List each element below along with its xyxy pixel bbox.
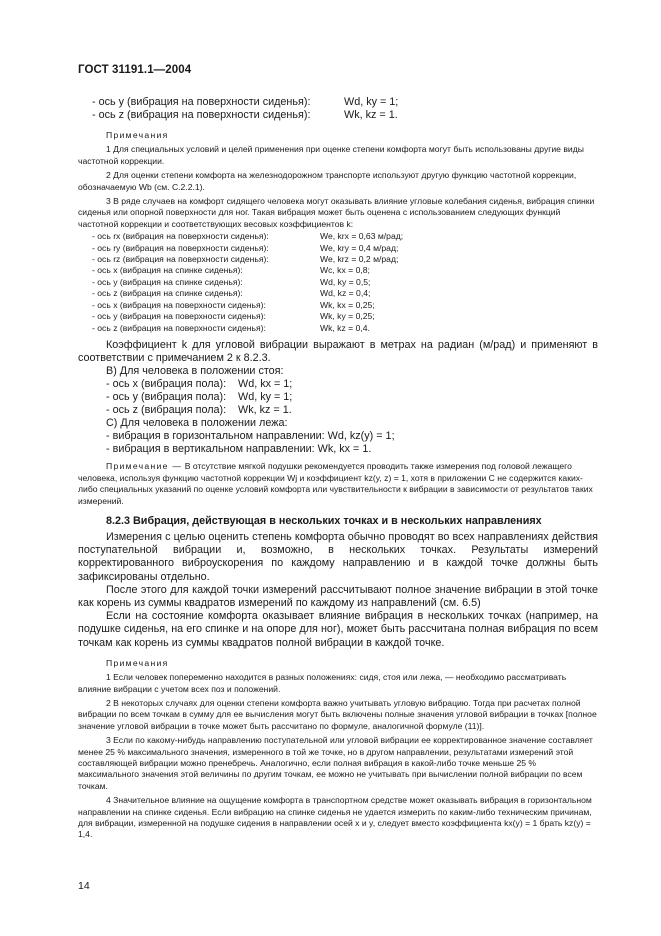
standing-block	[78, 365, 598, 417]
note-axis-line: - ось x (вибрация на спинке сиденья): Wc, kx = 0,8;	[92, 265, 370, 276]
page-content	[78, 64, 598, 841]
lying-title: C) Для человека в положении лежа:	[106, 417, 288, 430]
lying-line: - вибрация в горизонтальном направлении: Wd, kz(y) = 1;	[106, 430, 395, 443]
section-8-2-3	[78, 515, 598, 650]
top-axes-list	[78, 96, 598, 122]
standing-axis-line: - ось z (вибрация пола): Wk, kz = 1.	[106, 404, 292, 417]
note-axis-line: - ось y (вибрация на поверхности сиденья): Wk, ky = 0,25;	[92, 311, 375, 322]
note-text: 2 Для оценки степени комфорта на железнодорожном транспорте используют другую функцию частотной коррекции, обозначаемую Wb (см. С.2.2.1).	[78, 170, 577, 192]
note-axis-list	[78, 231, 598, 334]
note-text: 2 В некоторых случаях для оценки степени комфорта важно учитывать угловую вибрацию. Тогда при расчетах полной вибрации по всем точкам в сумму для ее вычисления могут быть включены полные значения угловой вибрации в точках [полное значение угловой вибрации в точке может быть рассчитано по формуле, аналогичной формуле (11)].	[78, 697, 597, 731]
document-header: ГОСТ 31191.1—2004	[78, 64, 192, 76]
standing-title: B) Для человека в положении стоя:	[106, 365, 284, 378]
page-number: 14	[78, 880, 90, 892]
axis-line: - ось z (вибрация на поверхности сиденья): Wk, kz = 1.	[92, 109, 398, 121]
note-text: 4 Значительное влияние на ощущение комфорта в транспортном средстве может оказывать вибрация в горизонтальном направлении на спинке сиденья. Если вибрацию на спинке сиденья не удается измерить по каким-либо техническим причинам, для вибрации, измеренной на подушке сидения в направлении осей x и y, следует вместо коэффициента kx(y) = 1 брать kz(y) = 1,4.	[78, 795, 592, 840]
note-text: 3 В ряде случаев на комфорт сидящего человека могут оказывать влияние угловые колебания сиденья, вибрация спинки сиденья или опорной поверхности для ног. Такая вибрация может быть оценена с использованием следующих функций частотной коррекции и соответствующих весовых коэффициентов k:	[78, 196, 595, 229]
coefficient-paragraph: Коэффициент k для угловой вибрации выражают в метрах на радиан (м/рад) и применяют в соответствии с примечанием 2 к 8.2.3.	[78, 338, 598, 365]
standing-axis-line: - ось x (вибрация пола): Wd, kx = 1;	[106, 378, 293, 391]
lying-block	[78, 417, 598, 456]
note-axis-line: - ось ry (вибрация на поверхности сиденья): We, kry = 0,4 м/рад;	[92, 242, 399, 253]
note-text: 1 Если человек попеременно находится в разных положениях: сидя, стоя или лежа, — необходимо рассматривать влияние вибрации с учетом всех поз и положений.	[78, 672, 567, 694]
section-paragraph: После этого для каждой точки измерений рассчитывают полное значение вибрации в этой точке как корень из суммы квадратов измерений по каждому из направлений (см. 6.5)	[78, 583, 598, 609]
note-axis-line: - ось z (вибрация на спинке сиденья): Wd, kz = 0,4;	[92, 288, 371, 299]
notes-heading: Примечания	[106, 130, 169, 140]
notes-block-3	[78, 658, 598, 841]
note-axis-line: - ось y (вибрация на спинке сиденья): Wd, ky = 0,5;	[92, 276, 371, 287]
note-text: 3 Если по какому-нибудь направлению поступательной или угловой вибрации ее корректированное значение составляет менее 25 % максимального значения, измеренного в той же точке, но в другом направлении, результатами измерений этой составляющей вибрации можно пренебречь. Аналогично, если полная вибрация в какой-либо точке меньше 25 % максимального значения этой величины по другим точкам, ее можно не учитывать при вычислении полной вибрации по всем точкам.	[78, 735, 593, 791]
notes-block-1	[78, 130, 598, 334]
section-title: 8.2.3 Вибрация, действующая в нескольких точках и в нескольких направлениях	[106, 514, 542, 527]
note-axis-line: - ось rx (вибрация на поверхности сиденья): We, krx = 0,63 м/рад;	[92, 231, 404, 242]
section-paragraph: Измерения с целью оценить степень комфорта обычно проводят во всех направлениях действия поступательной вибрации и, возможно, в нескольких точках. Результаты измерений корректированного виброускорения по каждому направлению и в каждой точке должны быть зафиксированы отдельно.	[78, 530, 598, 583]
note-heading: Примечание —	[106, 461, 183, 472]
note-lying: Примечание — В отсутствие мягкой подушки рекомендуется проводить также измерения под головой лежащего человека, используя функцию частотной коррекции Wj и коэффициент kz(y, z) = 1, хотя в приложении С не содержится каких-либо специальных указаний по оценке условий комфорта или чувствительности к вибрации в зависимости от результатов таких измерений.	[78, 461, 593, 506]
note-axis-line: - ось rz (вибрация на поверхности сиденья): We, krz = 0,2 м/рад;	[92, 254, 399, 265]
axis-line: - ось y (вибрация на поверхности сиденья): Wd, ky = 1;	[92, 96, 399, 108]
note-text: 1 Для специальных условий и целей применения при оценке степени комфорта могут быть использованы другие виды частотной коррекции.	[78, 144, 584, 166]
note-axis-line: - ось z (вибрация на поверхности сиденья): Wk, kz = 0,4.	[92, 322, 370, 333]
notes-heading: Примечания	[106, 657, 169, 668]
note-axis-line: - ось x (вибрация на поверхности сиденья): Wk, kx = 0,25;	[92, 299, 375, 310]
standing-axis-line: - ось y (вибрация пола): Wd, ky = 1;	[106, 391, 293, 404]
lying-line: - вибрация в вертикальном направлении: Wk, kx = 1.	[106, 443, 372, 456]
section-paragraph: Если на состояние комфорта оказывает влияние вибрация в нескольких точках (например, на подушке сиденья, на его спинке и на опоре для ног), может быть рассчитана полная вибрация по всем точкам как корень из суммы квадратов полной вибрации в каждой точке.	[78, 610, 598, 649]
